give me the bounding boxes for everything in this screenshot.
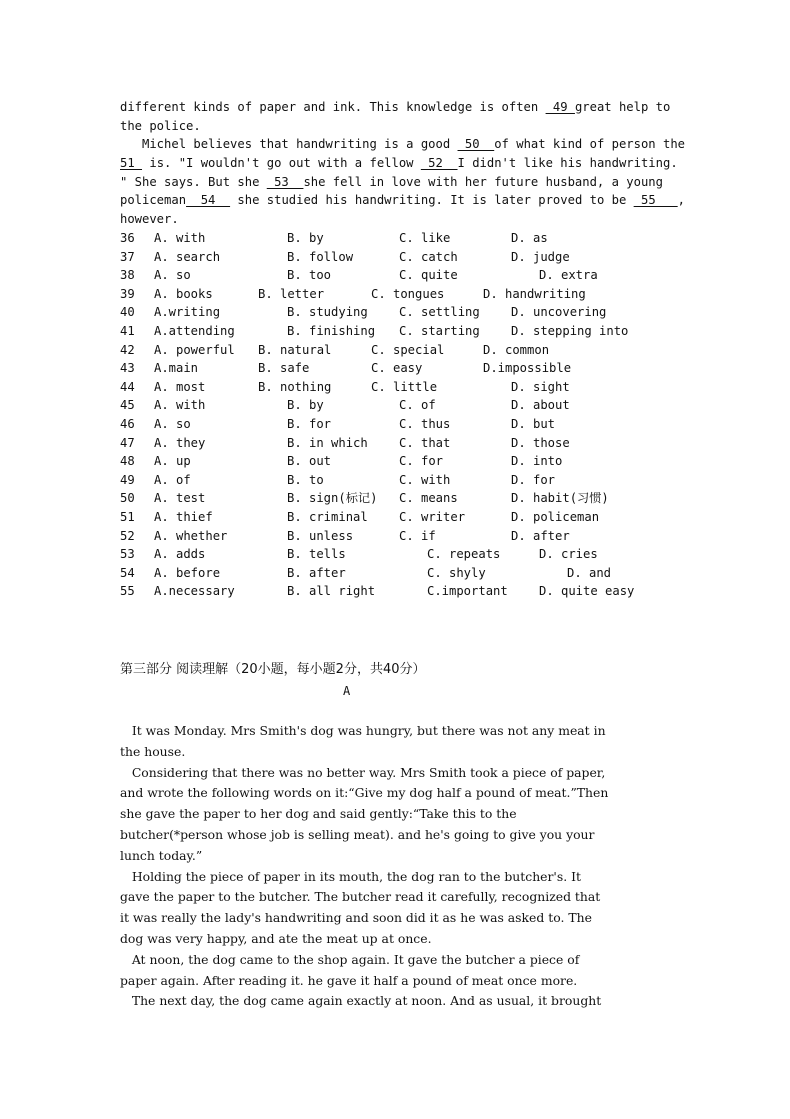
blank-55: 55 [633,193,678,207]
option-b: B. nothing [258,379,332,394]
option-b: B. by [287,231,324,245]
option-d: D. judge [511,249,570,264]
option-b: B. all right [287,584,376,599]
question-number: 46 [120,417,135,431]
blank-49: 49 [545,100,575,114]
option-a: A. whether [154,528,228,543]
option-d: D. and [567,565,612,580]
cloze-text: different kinds of paper and ink. This knowledge is often [120,100,546,114]
option-a: A. they [154,435,206,450]
question-number: 36 [120,231,135,245]
option-d: D. handwriting [483,286,586,301]
option-d: D. common [483,342,550,357]
option-c: C. means [399,491,458,506]
section-title: 第三部分 阅读理解（20小题，每小题2分，共40分） [120,662,426,677]
option-d: D. but [511,417,556,431]
question-number: 45 [120,398,135,413]
option-b: B. to [287,472,324,487]
option-d: D. about [511,398,570,413]
option-a: A. adds [154,547,206,562]
option-a: A. books [154,286,213,301]
option-c: C. quite [399,268,458,283]
option-d: D. extra [539,268,598,283]
option-b: B. too [287,268,332,283]
cloze-text: , [677,193,686,207]
cloze-line-2 [120,117,201,135]
option-b: B. after [287,565,346,580]
cloze-line-3 [120,135,685,153]
cloze-text: the police. [120,119,201,133]
option-a: A. so [154,268,191,283]
option-c: C. of [399,398,436,413]
question-number: 48 [120,454,135,469]
passage-line: lunch today.” [120,847,203,863]
option-b: B. tells [287,547,346,562]
option-b: B. criminal [287,510,368,524]
blank-51: 51 [120,156,143,170]
question-number: 55 [120,584,135,599]
cloze-text: " She says. But she [120,175,267,189]
option-a: A.necessary [154,584,235,599]
option-c: C. that [399,435,451,450]
passage-line: The next day, the dog came again exactly at noon. And as usual, it brought [120,993,602,1009]
option-b: B. natural [258,342,332,357]
option-d: D. policeman [511,510,600,524]
passage-line: paper again. After reading it. he gave it half a pound of meat once more. [120,972,578,988]
option-a: A.attending [154,324,235,338]
option-d: D. for [511,472,556,487]
passage-line: the house. [120,743,186,759]
cloze-line-4 [120,154,678,172]
option-b: B. studying [287,305,368,320]
option-c: C. settling [399,305,480,320]
cloze-line-6 [120,191,685,209]
option-c: C. with [399,472,451,487]
option-a: A. test [154,491,206,506]
option-b: B. follow [287,249,354,264]
question-number: 44 [120,379,135,394]
option-b: B. by [287,398,324,413]
option-c: C. starting [399,324,480,338]
option-c: C.important [427,584,508,599]
option-a: A.main [154,361,199,376]
question-number: 51 [120,510,135,524]
cloze-text: Michel believes that handwriting is a good [120,137,458,151]
option-a: A. before [154,565,221,580]
option-b: B. finishing [287,324,376,338]
passage-line: Considering that there was no better way. Mrs Smith took a piece of paper, [120,764,606,780]
cloze-text: of what kind of person the [494,137,685,151]
passage-line: dog was very happy, and ate the meat up at once. [120,931,432,946]
option-d: D. quite easy [539,584,635,599]
question-number: 47 [120,435,135,450]
option-b: B. out [287,454,332,469]
passage-line: and wrote the following words on it:“Give my dog half a pound of meat.”Then [120,785,609,801]
question-number: 53 [120,547,135,562]
option-c: C. like [399,231,451,245]
blank-50: 50 [457,137,495,151]
option-c: C. tongues [371,286,445,301]
option-d: D. cries [539,547,598,562]
option-d: D. those [511,435,570,450]
passage-line: It was Monday. Mrs Smith's dog was hungry, but there was not any meat in [120,723,606,738]
option-c: C. easy [371,361,423,376]
option-d: D. into [511,454,563,469]
question-number: 40 [120,305,135,320]
option-c: C. for [399,454,444,469]
option-c: C. thus [399,417,451,431]
option-a: A. powerful [154,342,235,357]
option-c: C. writer [399,510,466,524]
blank-53: 53 [266,175,304,189]
option-d: D. sight [511,379,570,394]
question-number: 52 [120,528,135,543]
option-a: A.writing [154,305,221,320]
passage-line: Holding the piece of paper in its mouth, the dog ran to the butcher's. It [120,868,581,884]
option-a: A. with [154,231,206,245]
cloze-text: she fell in love with her future husband, a young [303,175,663,189]
option-a: A. up [154,454,191,469]
question-number: 39 [120,286,135,301]
passage-line: she gave the paper to her dog and said gently:“Take this to the [120,806,517,822]
cloze-text: however. [120,212,179,226]
option-a: A. so [154,417,191,431]
question-number: 49 [120,472,135,487]
cloze-line-7 [120,210,179,228]
option-b: B. in which [287,435,368,450]
option-b: B. unless [287,528,354,543]
option-b: B. letter [258,286,325,301]
cloze-text: policeman [120,193,187,207]
passage-line: it was really the lady's handwriting and soon did it as he was asked to. The [120,910,592,926]
question-number: 38 [120,268,135,283]
option-c: C. shyly [427,565,486,580]
passage-line: gave the paper to the butcher. The butcher read it carefully, recognized that [120,889,601,905]
option-c: C. little [371,379,438,394]
option-a: A. most [154,379,206,394]
option-d: D. habit(习惯) [511,491,609,506]
question-number: 50 [120,491,135,506]
cloze-text: great help to [574,100,671,114]
passage-line: butcher(*person whose job is selling meat). and he's going to give you your [120,827,595,842]
question-number: 43 [120,361,135,376]
passage-line: At noon, the dog came to the shop again. It gave the butcher a piece of [120,951,580,967]
cloze-line-1 [120,98,670,116]
passage-label: A [343,684,351,698]
option-c: C. if [399,528,436,543]
option-a: A. of [154,472,191,487]
cloze-text: is. "I wouldn't go out with a fellow [142,156,421,170]
option-b: B. safe [258,361,310,376]
question-number: 42 [120,342,135,357]
question-number: 41 [120,324,135,338]
blank-52: 52 [420,156,458,170]
question-number: 54 [120,565,135,580]
option-b: B. sign(标记) [287,491,378,506]
question-number: 37 [120,249,135,264]
option-c: C. special [371,342,445,357]
option-c: C. repeats [427,547,501,562]
option-d: D. as [511,231,548,245]
cloze-line-5 [120,173,663,191]
option-d: D. stepping into [511,324,629,338]
blank-54: 54 [186,193,231,207]
cloze-text: I didn't like his handwriting. [457,156,678,170]
option-d: D.impossible [483,361,572,376]
option-c: C. catch [399,249,458,264]
cloze-text: she studied his handwriting. It is later proved to be [230,193,634,207]
option-b: B. for [287,417,332,431]
option-a: A. search [154,249,221,264]
option-a: A. with [154,398,206,413]
option-d: D. after [511,528,570,543]
option-a: A. thief [154,510,213,524]
option-d: D. uncovering [511,305,607,320]
